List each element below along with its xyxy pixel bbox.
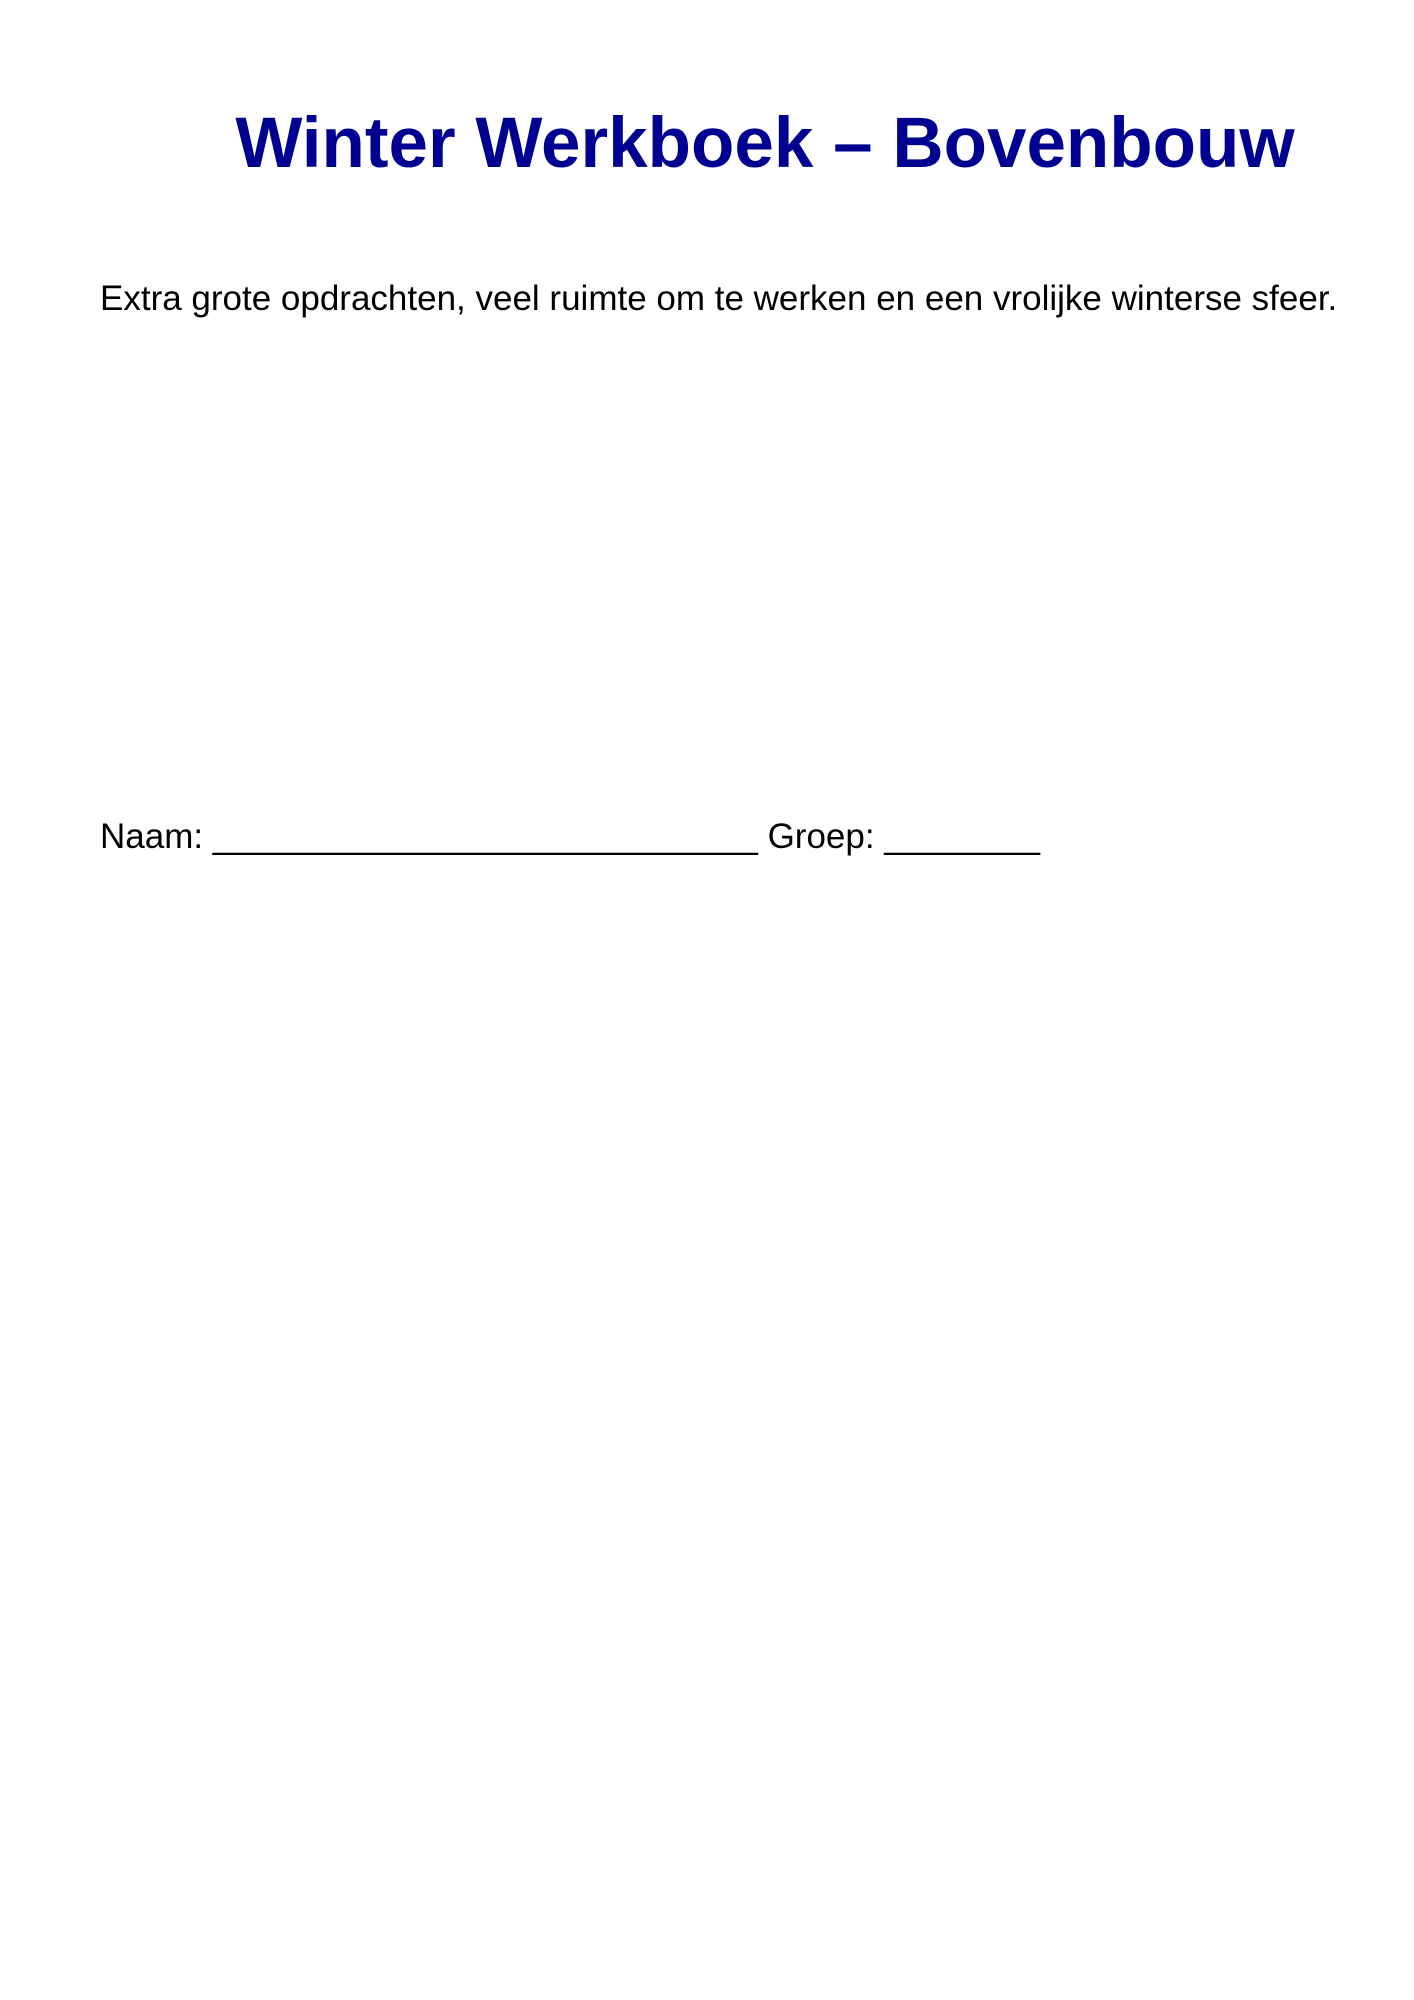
name-group-field-line: Naam: ____________________________ Groep: ________ <box>100 817 1041 856</box>
page-title-text: Winter Werkboek – Bovenbouw <box>235 104 1295 183</box>
page-title <box>0 101 1414 186</box>
intro-text: Extra grote opdrachten, veel ruimte om te werken en een vrolijke winterse sfeer. <box>100 279 1338 318</box>
